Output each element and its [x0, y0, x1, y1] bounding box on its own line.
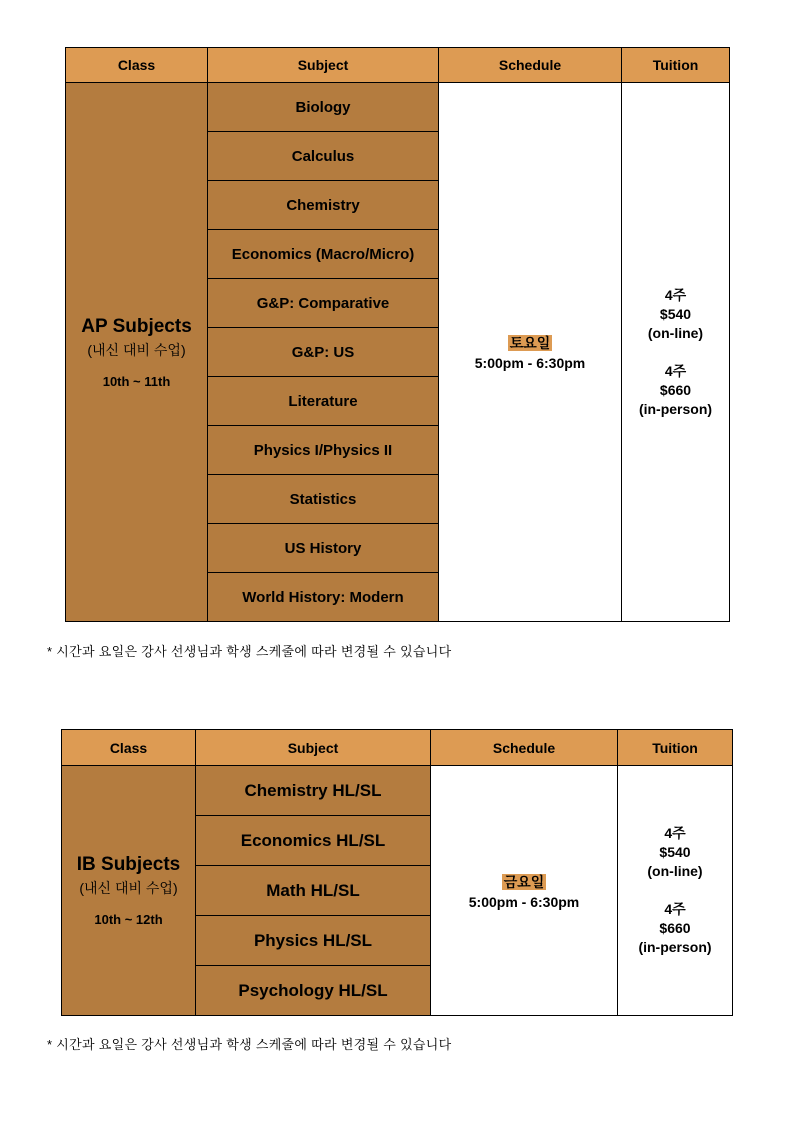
subject-cell: Physics HL/SL [196, 916, 431, 966]
class-subtitle: (내신 대비 수업) [87, 341, 186, 358]
header-tuition: Tuition [622, 48, 730, 83]
header-subject: Subject [196, 730, 431, 766]
tuition-cell [622, 83, 730, 622]
tuition-online-label: (on-line) [647, 324, 704, 341]
header-class: Class [66, 48, 208, 83]
schedule-day: 금요일 [503, 873, 545, 890]
class-grade: 10th ~ 11th [102, 373, 171, 389]
header-class: Class [62, 730, 196, 766]
subject-cell: Math HL/SL [196, 866, 431, 916]
tuition-inperson-price: $660 [659, 920, 691, 936]
schedule-note: * 시간과 요일은 강사 선생님과 학생 스케줄에 따라 변경될 수 있습니다 [47, 644, 452, 659]
ap-schedule-table [65, 47, 730, 622]
subject-cell: Physics I/Physics II [208, 426, 439, 475]
ib-schedule-table [61, 729, 733, 1016]
table-row [62, 766, 733, 816]
tuition-online-price: $540 [659, 305, 692, 322]
tuition-cell [618, 766, 733, 1016]
class-title: IB Subjects [76, 854, 181, 875]
subject-cell: Chemistry [208, 181, 439, 230]
schedule-day: 토요일 [509, 335, 551, 351]
class-cell [66, 83, 208, 622]
schedule-cell [439, 83, 622, 622]
subject-cell: World History: Modern [208, 573, 439, 622]
subject-cell: G&P: Comparative [208, 279, 439, 328]
header-tuition: Tuition [618, 730, 733, 766]
subject-cell: Calculus [208, 132, 439, 181]
schedule-cell [431, 766, 618, 1016]
tuition-inperson-label: (in-person) [638, 400, 713, 417]
class-cell [62, 766, 196, 1016]
subject-cell: Literature [208, 377, 439, 426]
class-subtitle: (내신 대비 수업) [79, 880, 178, 896]
table-row [66, 83, 730, 132]
header-row [62, 730, 733, 766]
schedule-time: 5:00pm - 6:30pm [468, 893, 580, 910]
header-schedule: Schedule [431, 730, 618, 766]
subject-cell: Chemistry HL/SL [196, 766, 431, 816]
header-row [66, 48, 730, 83]
tuition-inperson-weeks: 4주 [664, 362, 687, 379]
schedule-time: 5:00pm - 6:30pm [474, 355, 586, 371]
subject-cell: Psychology HL/SL [196, 966, 431, 1016]
tuition-inperson-weeks: 4주 [664, 901, 686, 917]
header-subject: Subject [208, 48, 439, 83]
subject-cell: US History [208, 524, 439, 573]
class-grade: 10th ~ 12th [94, 912, 163, 927]
tuition-online-weeks: 4주 [664, 825, 686, 841]
tuition-online-weeks: 4주 [664, 286, 687, 303]
tuition-inperson-label: (in-person) [638, 939, 712, 955]
class-title: AP Subjects [81, 315, 192, 337]
header-schedule: Schedule [439, 48, 622, 83]
subject-cell: Biology [208, 83, 439, 132]
tuition-online-label: (on-line) [647, 863, 703, 879]
tuition-online-price: $540 [659, 844, 691, 860]
subject-cell: Economics HL/SL [196, 816, 431, 866]
schedule-note: * 시간과 요일은 강사 선생님과 학생 스케줄에 따라 변경될 수 있습니다 [47, 1037, 452, 1052]
subject-cell: G&P: US [208, 328, 439, 377]
tuition-inperson-price: $660 [659, 381, 692, 398]
subject-cell: Statistics [208, 475, 439, 524]
subject-cell: Economics (Macro/Micro) [208, 230, 439, 279]
